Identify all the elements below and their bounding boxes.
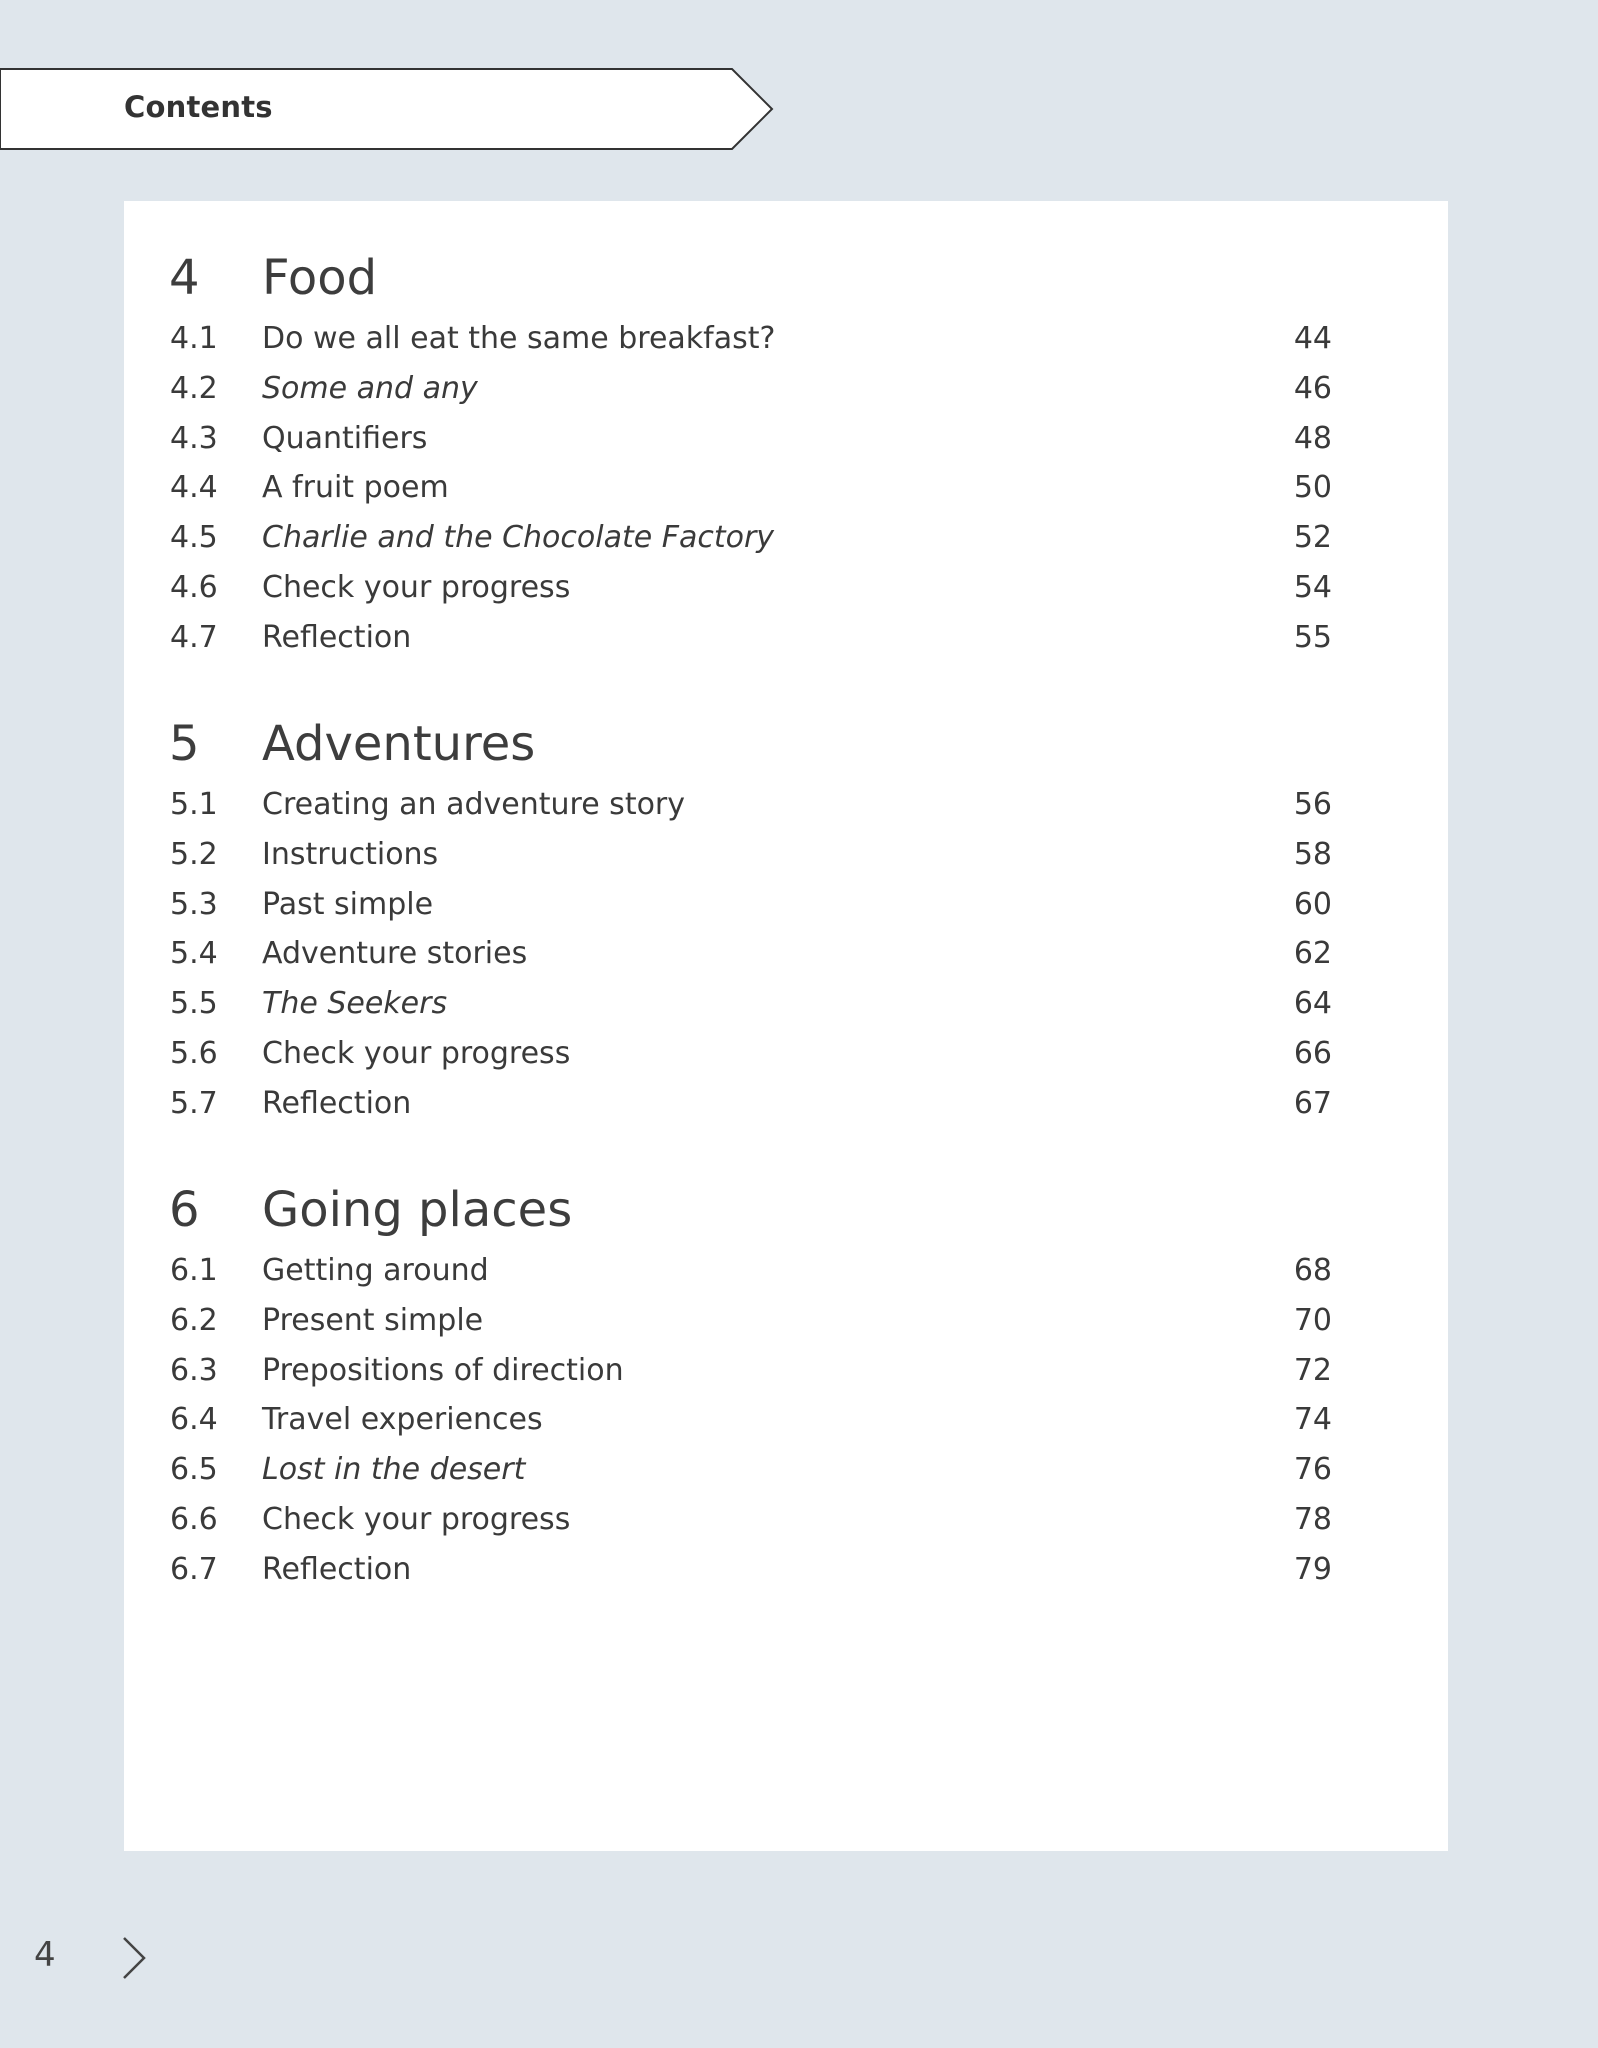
- lesson-title: Reflection: [262, 1551, 412, 1587]
- lesson-row[interactable]: [124, 880, 1448, 930]
- lesson-number: 5.3: [170, 886, 218, 922]
- lesson-number: 6.1: [170, 1253, 218, 1288]
- lesson-title: Reflection: [262, 1085, 412, 1121]
- lesson-number: 4.7: [170, 619, 218, 655]
- lesson-page: 60: [1293, 886, 1332, 922]
- lesson-page: 72: [1293, 1352, 1332, 1388]
- lesson-page: 76: [1293, 1452, 1332, 1488]
- lesson-page: 44: [1293, 321, 1332, 356]
- lesson-number: 4.5: [170, 520, 218, 556]
- lesson-page: 78: [1293, 1501, 1332, 1537]
- lesson-title: Travel experiences: [262, 1402, 543, 1438]
- lesson-title: Check your progress: [262, 1501, 571, 1537]
- lesson-row[interactable]: [124, 314, 1448, 364]
- header-tab-shape: [0, 68, 775, 150]
- unit-title: Adventures: [262, 716, 536, 772]
- lesson-page: 79: [1293, 1551, 1332, 1587]
- lesson-row[interactable]: [124, 1545, 1448, 1595]
- contents-title: Contents: [124, 90, 273, 124]
- chevron-right-icon: [120, 1934, 148, 1982]
- lesson-page: 46: [1293, 370, 1332, 406]
- lesson-title: Lost in the desert: [262, 1452, 526, 1488]
- contents-panel: [124, 201, 1448, 1851]
- lesson-number: 4.1: [170, 321, 218, 356]
- lesson-row[interactable]: [124, 1246, 1448, 1296]
- lesson-page: 52: [1293, 520, 1332, 556]
- lesson-row[interactable]: [124, 780, 1448, 830]
- lesson-title: Adventure stories: [262, 936, 528, 972]
- lesson-page: 64: [1293, 986, 1332, 1022]
- lesson-number: 6.3: [170, 1352, 218, 1388]
- lesson-number: 4.2: [170, 370, 218, 406]
- lesson-number: 6.2: [170, 1302, 218, 1338]
- lesson-number: 5.1: [170, 787, 218, 822]
- unit-heading: [124, 714, 1448, 774]
- unit-number: 5: [169, 716, 200, 772]
- lesson-number: 5.4: [170, 936, 218, 972]
- lesson-number: 6.4: [170, 1402, 218, 1438]
- lesson-page: 67: [1293, 1085, 1332, 1121]
- contents-header-tab: [0, 68, 775, 150]
- lesson-title: Charlie and the Chocolate Factory: [262, 520, 775, 556]
- lesson-number: 4.3: [170, 420, 218, 456]
- unit-heading: [124, 248, 1448, 308]
- page-number: 4: [34, 1935, 56, 1975]
- lesson-page: 66: [1293, 1035, 1332, 1071]
- unit-title: Going places: [262, 1182, 573, 1238]
- lesson-page: 55: [1293, 619, 1332, 655]
- lesson-page: 62: [1293, 936, 1332, 972]
- unit-number: 4: [169, 250, 200, 306]
- lesson-row[interactable]: [124, 929, 1448, 979]
- lesson-page: 50: [1293, 470, 1332, 506]
- lesson-row[interactable]: [124, 1346, 1448, 1396]
- unit-heading: [124, 1180, 1448, 1240]
- unit-4: [124, 248, 1448, 663]
- lesson-row[interactable]: [124, 830, 1448, 880]
- lesson-row[interactable]: [124, 979, 1448, 1029]
- lesson-title: Past simple: [262, 886, 434, 922]
- lesson-number: 4.4: [170, 470, 218, 506]
- lesson-page: 58: [1293, 836, 1332, 872]
- lesson-number: 5.5: [170, 986, 218, 1022]
- lesson-row[interactable]: [124, 1079, 1448, 1129]
- unit-6: [124, 1180, 1448, 1595]
- unit-5: [124, 714, 1448, 1129]
- lesson-number: 4.6: [170, 569, 218, 605]
- lesson-number: 6.5: [170, 1452, 218, 1488]
- lesson-number: 6.7: [170, 1551, 218, 1587]
- lesson-row[interactable]: [124, 1445, 1448, 1495]
- lesson-number: 6.6: [170, 1501, 218, 1537]
- lesson-title: Creating an adventure story: [262, 787, 686, 822]
- lesson-row[interactable]: [124, 513, 1448, 563]
- lesson-title: Quantifiers: [262, 420, 428, 456]
- lesson-number: 5.6: [170, 1035, 218, 1071]
- lesson-row[interactable]: [124, 1029, 1448, 1079]
- lesson-row[interactable]: [124, 414, 1448, 464]
- lesson-number: 5.2: [170, 836, 218, 872]
- lesson-title: Getting around: [262, 1253, 489, 1288]
- lesson-page: 54: [1293, 569, 1332, 605]
- lesson-row[interactable]: [124, 613, 1448, 663]
- lesson-row[interactable]: [124, 1395, 1448, 1445]
- lesson-title: Instructions: [262, 836, 439, 872]
- lesson-title: A fruit poem: [262, 470, 449, 506]
- lesson-title: Check your progress: [262, 1035, 571, 1071]
- lesson-row[interactable]: [124, 1296, 1448, 1346]
- lesson-number: 5.7: [170, 1085, 218, 1121]
- unit-number: 6: [169, 1182, 200, 1238]
- lesson-title: Check your progress: [262, 569, 571, 605]
- lesson-page: 48: [1293, 420, 1332, 456]
- lesson-title: Present simple: [262, 1302, 484, 1338]
- lesson-row[interactable]: [124, 463, 1448, 513]
- lesson-page: 68: [1293, 1253, 1332, 1288]
- lesson-title: The Seekers: [262, 986, 448, 1022]
- lesson-page: 56: [1293, 787, 1332, 822]
- lesson-title: Some and any: [262, 370, 478, 406]
- lesson-title: Prepositions of direction: [262, 1352, 624, 1388]
- lesson-row[interactable]: [124, 563, 1448, 613]
- lesson-row[interactable]: [124, 1495, 1448, 1545]
- lesson-page: 70: [1293, 1302, 1332, 1338]
- lesson-title: Do we all eat the same breakfast?: [262, 321, 776, 356]
- lesson-title: Reflection: [262, 619, 412, 655]
- lesson-page: 74: [1293, 1402, 1332, 1438]
- lesson-row[interactable]: [124, 364, 1448, 414]
- unit-title: Food: [262, 250, 378, 306]
